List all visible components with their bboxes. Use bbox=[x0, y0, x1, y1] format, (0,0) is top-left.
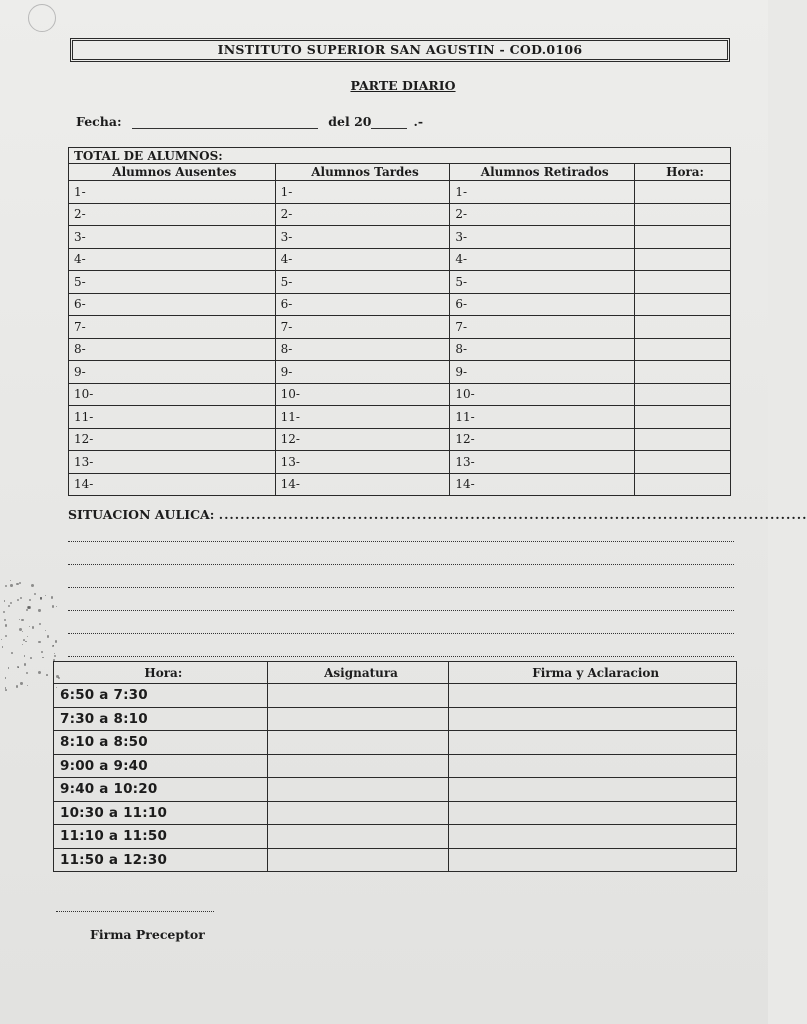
hora-cell[interactable] bbox=[635, 406, 731, 429]
speck bbox=[54, 655, 56, 657]
institution-name: INSTITUTO SUPERIOR SAN AGUSTIN - COD.0106 bbox=[217, 42, 583, 57]
schedule-row bbox=[54, 801, 737, 825]
student-row bbox=[69, 226, 731, 249]
speck bbox=[22, 644, 23, 645]
schedule-row bbox=[54, 778, 737, 802]
hora-cell[interactable] bbox=[635, 293, 731, 316]
total-alumnos-label: TOTAL DE ALUMNOS: bbox=[69, 148, 731, 164]
speck bbox=[5, 585, 7, 587]
firma-cell[interactable] bbox=[449, 801, 737, 825]
asignatura-cell[interactable] bbox=[267, 707, 449, 731]
asignatura-cell[interactable] bbox=[267, 801, 449, 825]
situacion-aulica bbox=[68, 507, 807, 522]
ausente-cell[interactable]: 14- bbox=[69, 473, 276, 496]
asignatura-cell[interactable] bbox=[267, 825, 449, 849]
hora-cell[interactable] bbox=[635, 473, 731, 496]
ausente-cell[interactable]: 11- bbox=[69, 406, 276, 429]
col-asignatura: Asignatura bbox=[267, 662, 449, 684]
tarde-cell[interactable]: 11- bbox=[275, 406, 450, 429]
col-hora-schedule: Hora: bbox=[54, 662, 268, 684]
tarde-cell[interactable]: 6- bbox=[275, 293, 450, 316]
student-row bbox=[69, 248, 731, 271]
retirado-cell[interactable]: 13- bbox=[450, 451, 635, 474]
speck bbox=[38, 609, 40, 611]
speck bbox=[45, 630, 46, 631]
firma-cell[interactable] bbox=[449, 848, 737, 872]
tarde-cell[interactable]: 2- bbox=[275, 203, 450, 226]
hora-cell[interactable] bbox=[635, 226, 731, 249]
speck bbox=[27, 636, 28, 637]
retirado-cell[interactable]: 8- bbox=[450, 338, 635, 361]
fecha-label: Fecha: bbox=[76, 114, 122, 129]
speck bbox=[24, 655, 25, 656]
schedule-time-cell: 6:50 a 7:30 bbox=[54, 684, 268, 708]
schedule-time-cell: 11:50 a 12:30 bbox=[54, 848, 268, 872]
speck bbox=[27, 685, 28, 686]
speck bbox=[52, 605, 54, 607]
schedule-time-cell: 7:30 a 8:10 bbox=[54, 707, 268, 731]
speck bbox=[23, 639, 25, 641]
tarde-cell[interactable]: 5- bbox=[275, 271, 450, 294]
speck bbox=[18, 667, 19, 668]
students-header-row bbox=[69, 164, 731, 181]
speck bbox=[17, 599, 19, 601]
ausente-cell[interactable]: 12- bbox=[69, 428, 276, 451]
retirado-cell[interactable]: 11- bbox=[450, 406, 635, 429]
asignatura-cell[interactable] bbox=[267, 731, 449, 755]
speck bbox=[26, 672, 28, 674]
speck bbox=[38, 641, 40, 643]
student-row bbox=[69, 383, 731, 406]
ausente-cell[interactable]: 2- bbox=[69, 203, 276, 226]
student-row bbox=[69, 428, 731, 451]
retirado-cell[interactable]: 14- bbox=[450, 473, 635, 496]
institution-header bbox=[72, 40, 728, 60]
tarde-cell[interactable]: 3- bbox=[275, 226, 450, 249]
student-row bbox=[69, 316, 731, 339]
ausente-cell[interactable]: 1- bbox=[69, 181, 276, 204]
student-row bbox=[69, 473, 731, 496]
schedule-time-cell: 8:10 a 8:50 bbox=[54, 731, 268, 755]
retirado-cell[interactable]: 1- bbox=[450, 181, 635, 204]
student-row bbox=[69, 181, 731, 204]
hora-cell[interactable] bbox=[635, 361, 731, 384]
students-table bbox=[68, 147, 731, 496]
tarde-cell[interactable]: 10- bbox=[275, 383, 450, 406]
signature-line[interactable] bbox=[56, 910, 214, 912]
tarde-cell[interactable]: 7- bbox=[275, 316, 450, 339]
firma-preceptor-label: Firma Preceptor bbox=[90, 927, 205, 942]
hora-cell[interactable] bbox=[635, 338, 731, 361]
speck bbox=[42, 657, 43, 658]
firma-cell[interactable] bbox=[449, 754, 737, 778]
firma-cell[interactable] bbox=[449, 778, 737, 802]
situacion-line[interactable] bbox=[68, 586, 734, 588]
asignatura-cell[interactable] bbox=[267, 848, 449, 872]
student-row bbox=[69, 406, 731, 429]
del-label: del 20 bbox=[328, 114, 372, 129]
ausente-cell[interactable]: 7- bbox=[69, 316, 276, 339]
speck bbox=[40, 597, 43, 600]
schedule-table bbox=[53, 661, 737, 872]
speck bbox=[5, 677, 7, 679]
firma-cell[interactable] bbox=[449, 707, 737, 731]
speck bbox=[29, 599, 31, 601]
ausente-cell[interactable]: 5- bbox=[69, 271, 276, 294]
student-row bbox=[69, 451, 731, 474]
speck bbox=[4, 600, 5, 601]
situacion-line[interactable] bbox=[68, 632, 734, 634]
schedule-header-row bbox=[54, 662, 737, 684]
speck bbox=[52, 645, 54, 647]
speck bbox=[1, 639, 2, 640]
speck bbox=[8, 605, 10, 607]
speck bbox=[45, 595, 46, 596]
speck bbox=[19, 582, 21, 584]
retirado-cell[interactable]: 9- bbox=[450, 361, 635, 384]
tarde-cell[interactable]: 4- bbox=[275, 248, 450, 271]
hora-cell[interactable] bbox=[635, 451, 731, 474]
col-alumnos-tardes: Alumnos Tardes bbox=[275, 164, 450, 181]
speck bbox=[24, 663, 26, 665]
situacion-line[interactable] bbox=[68, 563, 734, 565]
speck bbox=[5, 624, 7, 626]
speck bbox=[38, 671, 41, 674]
schedule-row bbox=[54, 731, 737, 755]
hora-cell[interactable] bbox=[635, 248, 731, 271]
speck bbox=[10, 584, 13, 587]
speck bbox=[5, 635, 7, 637]
speck bbox=[3, 611, 5, 613]
hora-cell[interactable] bbox=[635, 428, 731, 451]
ausente-cell[interactable]: 13- bbox=[69, 451, 276, 474]
situacion-dots: .............................................................................................................. bbox=[218, 507, 807, 522]
schedule-time-cell: 9:00 a 9:40 bbox=[54, 754, 268, 778]
year-blank-field[interactable] bbox=[371, 116, 407, 129]
ausente-cell[interactable]: 4- bbox=[69, 248, 276, 271]
speck bbox=[31, 584, 34, 587]
schedule-row bbox=[54, 825, 737, 849]
firma-cell[interactable] bbox=[449, 684, 737, 708]
schedule-row bbox=[54, 754, 737, 778]
speck bbox=[2, 646, 4, 648]
retirado-cell[interactable]: 5- bbox=[450, 271, 635, 294]
tarde-cell[interactable]: 13- bbox=[275, 451, 450, 474]
student-row bbox=[69, 361, 731, 384]
speck bbox=[34, 593, 36, 595]
situacion-label: SITUACION AULICA: bbox=[68, 507, 215, 522]
col-alumnos-retirados: Alumnos Retirados bbox=[450, 164, 635, 181]
retirado-cell[interactable]: 6- bbox=[450, 293, 635, 316]
speck bbox=[28, 606, 31, 609]
asignatura-cell[interactable] bbox=[267, 778, 449, 802]
speck bbox=[41, 651, 43, 653]
speck bbox=[10, 580, 11, 581]
fecha-blank-field[interactable] bbox=[132, 116, 318, 129]
tarde-cell[interactable]: 14- bbox=[275, 473, 450, 496]
schedule-time-cell: 10:30 a 11:10 bbox=[54, 801, 268, 825]
student-row bbox=[69, 293, 731, 316]
tarde-cell[interactable]: 8- bbox=[275, 338, 450, 361]
col-alumnos-ausentes: Alumnos Ausentes bbox=[69, 164, 276, 181]
speck bbox=[39, 623, 41, 625]
speck bbox=[16, 685, 18, 687]
retirado-cell[interactable]: 12- bbox=[450, 428, 635, 451]
corner-pencil-mark bbox=[28, 4, 56, 32]
speck bbox=[26, 609, 28, 611]
schedule-time-cell: 9:40 a 10:20 bbox=[54, 778, 268, 802]
hora-cell[interactable] bbox=[635, 316, 731, 339]
speck bbox=[47, 635, 50, 638]
ausente-cell[interactable]: 9- bbox=[69, 361, 276, 384]
speck bbox=[21, 619, 24, 622]
hora-cell[interactable] bbox=[635, 203, 731, 226]
speck bbox=[56, 606, 57, 607]
schedule-row bbox=[54, 684, 737, 708]
student-row bbox=[69, 203, 731, 226]
retirado-cell[interactable]: 4- bbox=[450, 248, 635, 271]
page-title: PARTE DIARIO bbox=[350, 78, 456, 93]
speck bbox=[20, 597, 22, 599]
ausente-cell[interactable]: 10- bbox=[69, 383, 276, 406]
hora-cell[interactable] bbox=[635, 383, 731, 406]
retirado-cell[interactable]: 2- bbox=[450, 203, 635, 226]
date-line bbox=[76, 114, 423, 129]
asignatura-cell[interactable] bbox=[267, 684, 449, 708]
student-row bbox=[69, 271, 731, 294]
firma-cell[interactable] bbox=[449, 825, 737, 849]
speck bbox=[22, 631, 23, 632]
retirado-cell[interactable]: 7- bbox=[450, 316, 635, 339]
speck bbox=[46, 674, 48, 676]
ausente-cell[interactable]: 6- bbox=[69, 293, 276, 316]
situacion-line[interactable] bbox=[68, 609, 734, 611]
col-firma-aclaracion: Firma y Aclaracion bbox=[449, 662, 737, 684]
ausente-cell[interactable]: 8- bbox=[69, 338, 276, 361]
total-alumnos-row bbox=[69, 148, 731, 164]
schedule-row bbox=[54, 848, 737, 872]
speck bbox=[8, 667, 10, 669]
speck bbox=[55, 640, 58, 643]
retirado-cell[interactable]: 3- bbox=[450, 226, 635, 249]
tarde-cell[interactable]: 1- bbox=[275, 181, 450, 204]
speck bbox=[20, 682, 22, 684]
tarde-cell[interactable]: 12- bbox=[275, 428, 450, 451]
retirado-cell[interactable]: 10- bbox=[450, 383, 635, 406]
situacion-line[interactable] bbox=[68, 655, 734, 657]
hora-cell[interactable] bbox=[635, 181, 731, 204]
schedule-time-cell: 11:10 a 11:50 bbox=[54, 825, 268, 849]
situacion-line[interactable] bbox=[68, 540, 734, 542]
schedule-row bbox=[54, 707, 737, 731]
speck bbox=[5, 689, 7, 691]
col-hora: Hora: bbox=[635, 164, 731, 181]
speck bbox=[11, 652, 13, 654]
speck bbox=[30, 657, 32, 659]
speck bbox=[51, 596, 54, 599]
asignatura-cell[interactable] bbox=[267, 754, 449, 778]
date-suffix: .- bbox=[413, 114, 424, 129]
hora-cell[interactable] bbox=[635, 271, 731, 294]
speck bbox=[29, 626, 30, 627]
student-row bbox=[69, 338, 731, 361]
speck bbox=[4, 619, 6, 621]
tarde-cell[interactable]: 9- bbox=[275, 361, 450, 384]
speck bbox=[54, 653, 55, 654]
speck bbox=[32, 626, 35, 629]
speck bbox=[25, 641, 26, 642]
firma-cell[interactable] bbox=[449, 731, 737, 755]
speck bbox=[10, 602, 12, 604]
ausente-cell[interactable]: 3- bbox=[69, 226, 276, 249]
